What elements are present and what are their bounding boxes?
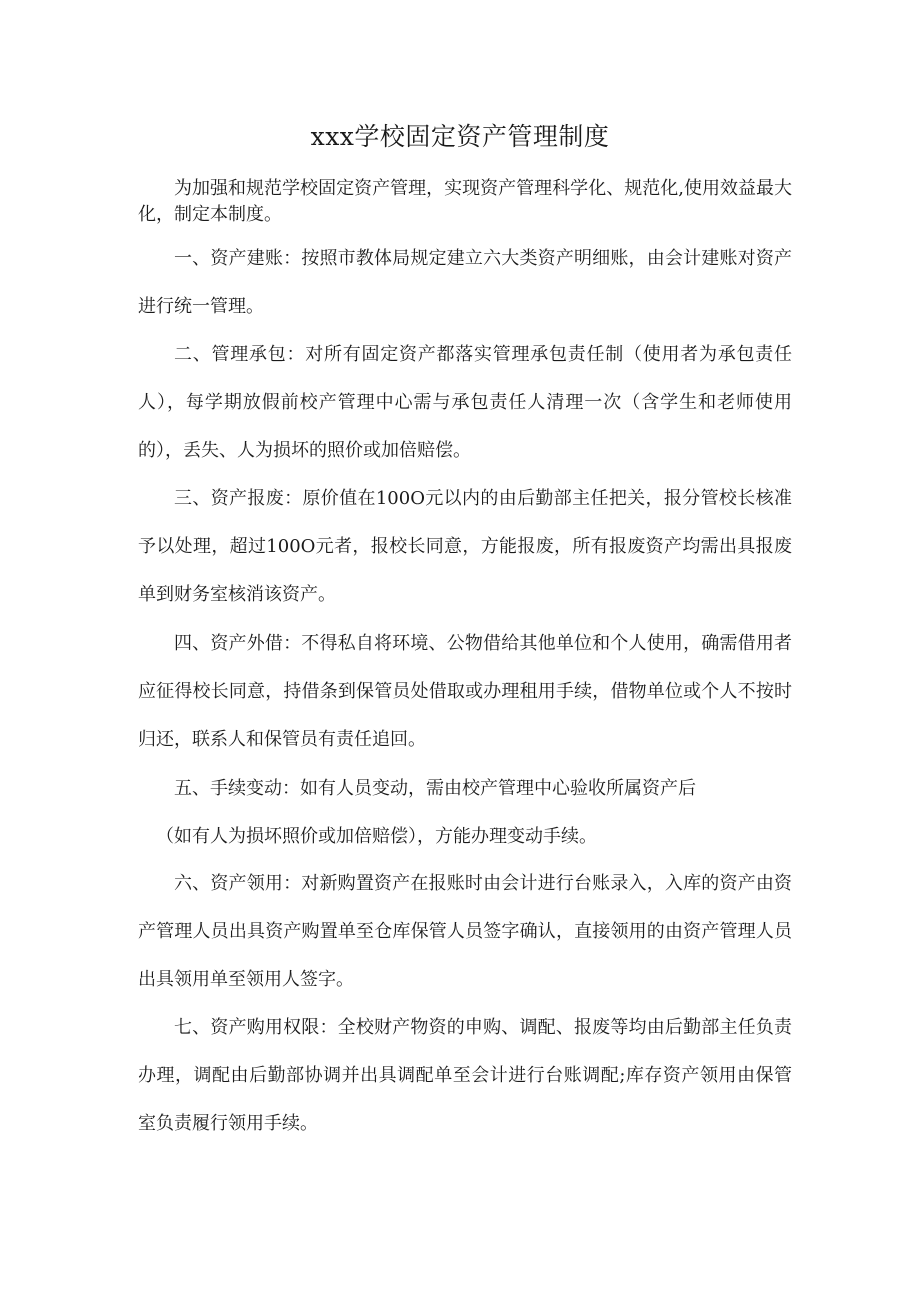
document-title: xxx学校固定资产管理制度 [310, 122, 610, 151]
section-asset-disposal: 三、资产报废：原价值在100O元以内的由后勤部主任把关，报分管校长核准予以处理，超过100O元者，报校长同意，方能报废，所有报废资产均需出具报废单到财务室核消该资产。 [138, 488, 792, 605]
section-purchase-authority: 七、资产购用权限：全校财产物资的申购、调配、报废等均由后勤部主任负责办理，调配由后勤部协调并出具调配单至会计进行台账调配;库存资产领用由保管室负责履行领用手续。 [138, 1017, 792, 1134]
intro-paragraph: 为加强和规范学校固定资产管理，实现资产管理科学化、规范化,使用效益最大化，制定本制度。 [138, 178, 792, 225]
section-asset-accounting: 一、资产建账：按照市教体局规定建立六大类资产明细账，由会计建账对资产进行统一管理。 [138, 248, 792, 317]
section-procedure-change-line2: （如有人为损坏照价或加倍赔偿），方能办理变动手续。 [156, 826, 597, 847]
section-asset-requisition: 六、资产领用：对新购置资产在报账时由会计进行台账录入，入库的资产由资产管理人员出具资产购置单至仓库保管人员签字确认，直接领用的由资产管理人员出具领用单至领用人签字。 [138, 873, 792, 990]
section-procedure-change [138, 765, 792, 861]
section-management-contract: 二、管理承包：对所有固定资产都落实管理承包责任制（使用者为承包责任人），每学期放假前校产管理中心需与承包责任人清理一次（含学生和老师使用的），丢失、人为损坏的照价或加倍赔偿。 [138, 344, 792, 461]
section-asset-lending: 四、资产外借：不得私自将环境、公物借给其他单位和个人使用，确需借用者应征得校长同意，持借条到保管员处借取或办理租用手续，借物单位或个人不按时归还，联系人和保管员有责任追回。 [138, 633, 792, 750]
section-procedure-change-line1: 五、手续变动：如有人员变动，需由校产管理中心验收所属资产后 [174, 778, 696, 799]
